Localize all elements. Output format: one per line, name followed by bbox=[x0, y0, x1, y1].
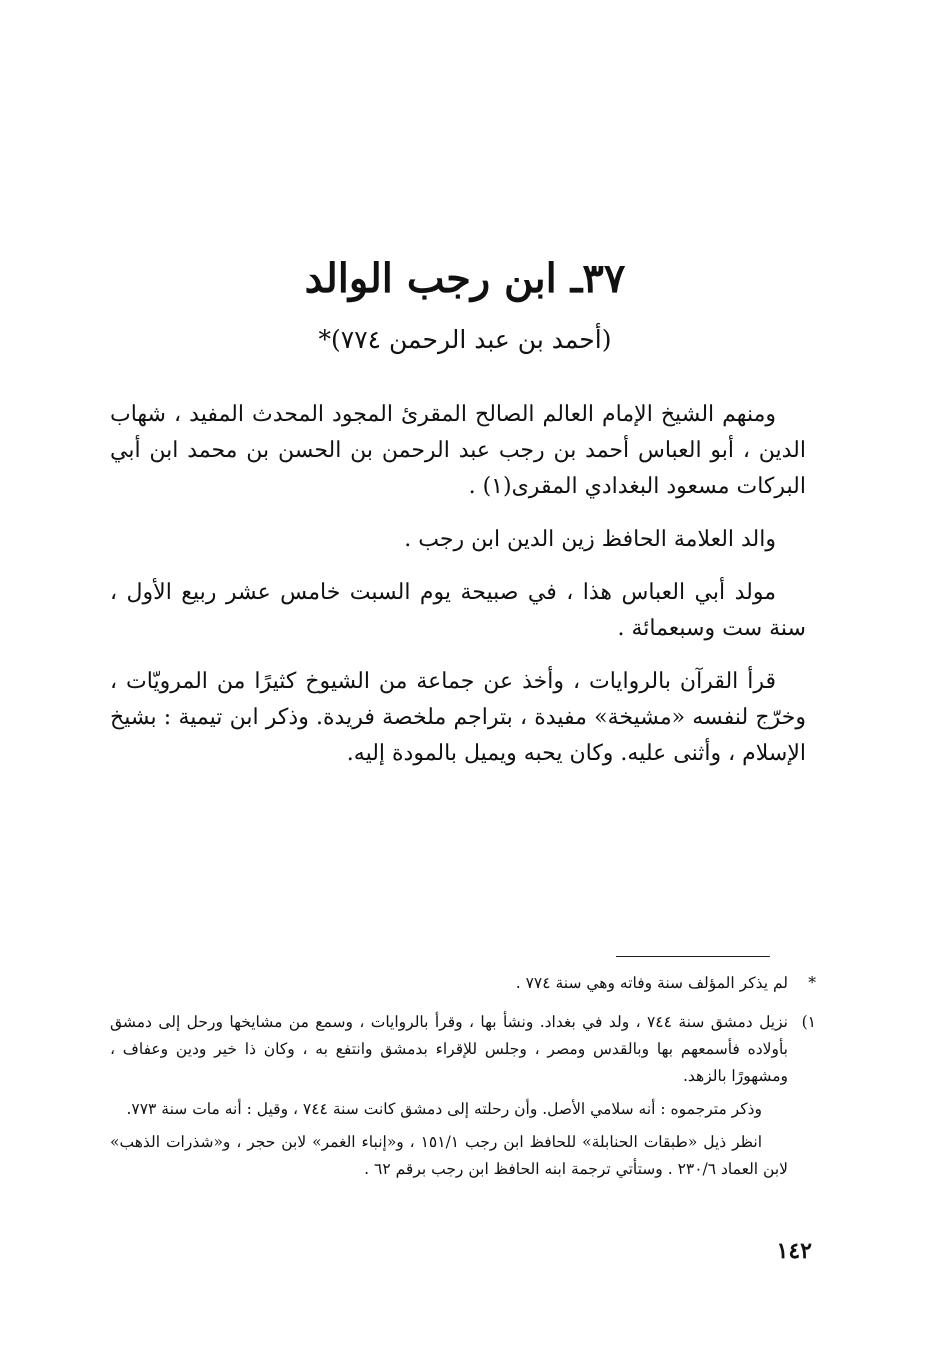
paragraph-4: قرأ القرآن بالروايات ، وأخذ عن جماعة من الشيوخ كثيرًا من المرويّات ، وخرّج لنفسه «مشيخة» مفيدة ، بتراجم ملخصة فريدة. وذكر ابن تيمية : بشيخ الإسلام ، وأثنى عليه. وكان يحبه ويميل بالمودة إليه. bbox=[110, 669, 806, 766]
footnote-text: لم يذكر المؤلف سنة وفاته وهي سنة ٧٧٤ . bbox=[515, 974, 788, 992]
paragraph-1: ومنهم الشيخ الإمام العالم الصالح المقرئ المجود المحدث المفيد ، شهاب الدين ، أبو العباس أحمد بن رجب عبد الرحمن بن الحسن بن محمد ابن أبي البركات مسعود البغدادي المقرى(١) . bbox=[110, 402, 806, 499]
footnote-text: انظر ذيل «طبقات الحنابلة» للحافظ ابن رجب ١٥١/١ ، و«إنباء الغمر» لابن حجر ، و«شذرات الذهب» لابن العماد ٢٣٠/٦ . وستأتي ترجمة ابنه الحافظ ابن رجب برقم ٦٢ . bbox=[110, 1133, 788, 1178]
footnotes bbox=[110, 970, 816, 1195]
page-number: ١٤٢ bbox=[776, 1238, 812, 1264]
footnote-text: نزيل دمشق سنة ٧٤٤ ، ولد في بغداد. ونشأ بها ، وقرأ بالروايات ، وسمع من مشايخها ورحل إلى دمشق بأولاده فأسمعهم بها وبالقدس ومصر ، وجلس للإقراء بدمشق وانتفع به ، وكان ذا خير ودين وعفاف ، ومشهورًا بالزهد. bbox=[110, 1013, 788, 1085]
body-text bbox=[110, 397, 806, 789]
paragraph-3: مولد أبي العباس هذا ، في صبيحة يوم السبت خامس عشر ربيع الأول ، سنة ست وسبعمائة . bbox=[110, 580, 806, 641]
chapter-title: ٣٧ـ ابن رجب الوالد bbox=[304, 255, 626, 302]
chapter-subtitle: (أحمد بن عبد الرحمن ٧٧٤)* bbox=[318, 325, 612, 354]
footnote-star bbox=[110, 970, 816, 1003]
paragraph-2: والد العلامة الحافظ زين الدين ابن رجب . bbox=[404, 527, 776, 552]
footnote-1 bbox=[110, 1009, 816, 1189]
footnote-text: وذكر مترجموه : أنه سلامي الأصل. وأن رحلته إلى دمشق كانت سنة ٧٤٤ ، وقيل : أنه مات سنة ٧٧٣. bbox=[126, 1100, 762, 1118]
footnote-separator bbox=[616, 956, 770, 957]
footnote-marker: ١) bbox=[801, 1013, 816, 1031]
footnote-marker: * bbox=[808, 974, 816, 992]
